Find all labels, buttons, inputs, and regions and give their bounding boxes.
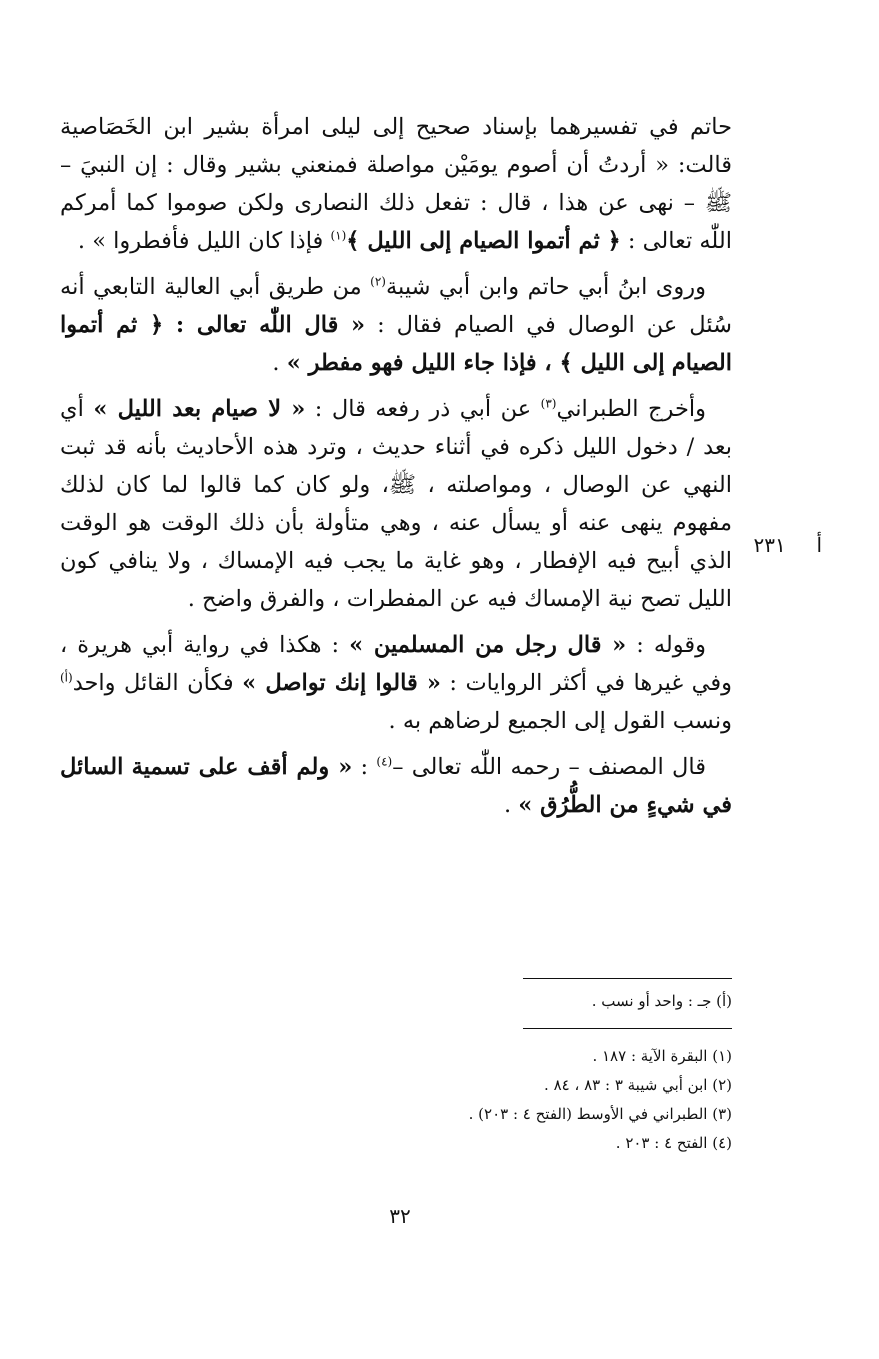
p1-line-3: ﷺ – نهى عن هذا ، قال : تفعل ذلك النصارى ولكن صوموا كما	[126, 190, 733, 216]
p4-line-3: ونسب القول إلى الجميع لرضاهم به .	[388, 708, 732, 734]
p4-line-2-end: فكأن القائل واحد	[72, 670, 243, 696]
p4-quote-2: « قالوا إنك تواصل »	[242, 670, 441, 696]
p2-quote-cont: إلى الليل ﴾	[559, 350, 665, 376]
hadith-quote: « لا صيام بعد الليل »	[93, 396, 306, 422]
p2-quote-end: ، فإذا جاء الليل فهو مفطر »	[286, 350, 560, 376]
p3-line-6: كون الليل تصح نية الإمساك فيه عن المفطرات ، والفرق واضح .	[60, 548, 732, 612]
p3-line-1-start: وأخرج الطبراني	[556, 396, 706, 422]
p2-line-1-start: وروى ابنُ أبي حاتم وابن أبي شيبة	[385, 274, 706, 300]
p5-line-1-start: قال المصنف – رحمه اللّٰه تعالى –	[392, 754, 706, 780]
p3-line-1-mid: عن أبي ذر رفعه قال :	[305, 396, 541, 422]
footnote-divider-top	[523, 978, 732, 979]
p2-line-2-start: سُئل عن الوصال في الصيام فقال :	[365, 312, 732, 338]
footnote-1: (١) البقرة الآية : ١٨٧ .	[592, 1047, 732, 1065]
p5-quote: « ولم أقف على تسمية	[131, 754, 353, 780]
manuscript-folio-marker	[742, 526, 822, 564]
p3-line-5: الوقت الذي أبيح فيه الإفطار ، وهو غاية ما يجب فيه الإمساك ، ولا ينافي	[60, 510, 732, 574]
paragraph-3	[60, 390, 732, 618]
p2-line-3-end: .	[272, 350, 287, 376]
footnote-ref-2: (٢)	[370, 274, 386, 289]
footnote-ref-1: (١)	[330, 228, 347, 243]
folio-side: أ	[816, 533, 822, 557]
footnote-ref-3: (٣)	[540, 396, 557, 411]
quran-quote: ﴿ ثم أتموا الصيام إلى الليل ﴾	[346, 228, 621, 254]
p4-quote-1: « قال رجل من المسلمين »	[349, 632, 627, 658]
footnotes	[300, 1042, 732, 1158]
p3-line-3: ثبت النهي عن الوصال ، ومواصلته ، ﷺ، ولو كان كما قالوا لما كان	[60, 434, 733, 498]
p1-line-4-end: فإذا كان الليل	[196, 228, 331, 254]
footnote-ref-4: (٤)	[376, 754, 393, 769]
main-text	[60, 108, 732, 832]
p1-line-1: حاتم في تفسيرهما بإسناد صحيح إلى ليلى امرأة بشير ابن الخَصَاصية	[60, 114, 732, 140]
footnote-divider	[523, 1028, 732, 1029]
p4-line-1-end: : هكذا في رواية أبي هريرة ، وفي	[60, 632, 732, 696]
footnote-2: (٢) ابن أبي شيبة ٣ : ٨٣ ، ٨٤ .	[544, 1076, 732, 1094]
p5-line-2-end: .	[503, 792, 519, 818]
footnote-4: (٤) الفتح ٤ : ٢٠٣ .	[615, 1134, 732, 1152]
p5-quote-cont: السائل في شيءٍ من الطُّرُق »	[60, 754, 732, 818]
p3-line-4: لذلك مفهوم ينهى عنه أو يسأل عنه ، وهي متأولة بأن ذلك الوقت هو	[60, 472, 732, 536]
page-number: ٣٢	[389, 1204, 411, 1228]
p4-line-1-start: وقوله :	[626, 632, 706, 658]
paragraph-4	[60, 626, 732, 740]
folio-number: ٢٣١	[753, 533, 786, 557]
paragraph-1	[60, 108, 732, 260]
p2-line-1-end: من طريق أبي العالية التابعي أنه	[60, 274, 371, 300]
p1-line-5: فأفطروا » .	[77, 228, 190, 254]
footnote-3: (٣) الطبراني في الأوسط (الفتح ٤ : ٢٠٣) .	[468, 1105, 732, 1123]
p4-line-2-start: غيرها في أكثر الروايات :	[440, 670, 684, 696]
variant-ref-a: (أ)	[60, 670, 73, 685]
p3-line-1-end: أي	[60, 396, 94, 422]
paragraph-5	[60, 748, 732, 824]
p1-line-4-start: أمركم اللّٰه تعالى :	[60, 190, 732, 254]
variant-note: (أ) جـ : واحد أو نسب .	[591, 992, 732, 1010]
p3-line-2: بعد / دخول الليل ذكره في أثناء حديث ، وترد هذه الأحاديث بأنه قد	[104, 434, 733, 460]
paragraph-2	[60, 268, 732, 382]
p5-line-1-mid: :	[352, 754, 377, 780]
p2-quote-start: « قال اللّٰه تعالى : ﴿ ثم أتموا الصيام	[60, 312, 732, 376]
p1-line-2: قالت: « أردتُ أن أصوم يومَيْن مواصلة فمنعني بشير وقال : إن النبيَ –	[60, 152, 732, 178]
